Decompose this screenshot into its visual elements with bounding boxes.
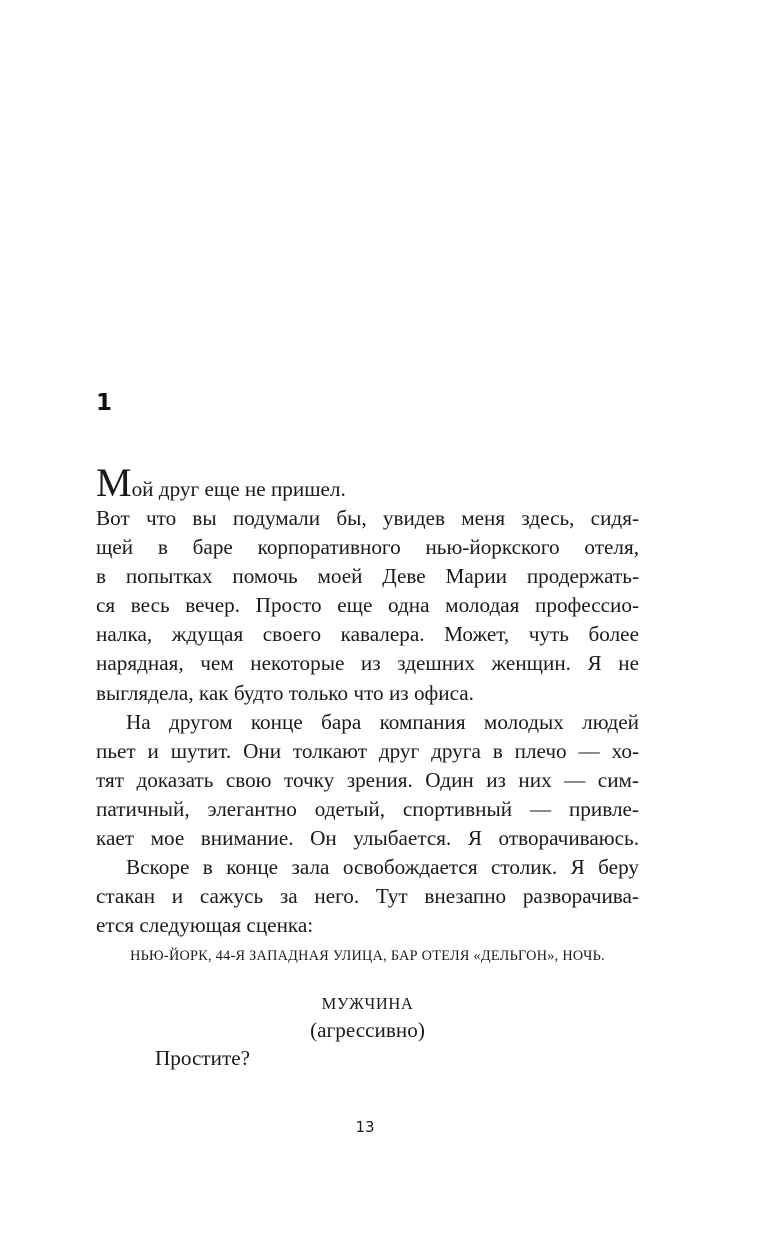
character-name: МУЖЧИНА (321, 994, 414, 1013)
text-line: патичный, элегантно одетый, спортивный — привле- (96, 796, 639, 821)
page-number: 13 (355, 1118, 375, 1136)
text-line: Вскоре в конце зала освобождается столик. Я беру (126, 855, 639, 880)
parenthetical: (агрессивно) (310, 1018, 425, 1042)
text-line: нарядная, чем некоторые из здешних женщин. Я не (96, 651, 639, 676)
text-line: стакан и сажусь за него. Тут внезапно разворачива- (96, 884, 639, 909)
text-line: выглядела, как будто только что из офиса. (96, 680, 474, 705)
chapter-number: 1 (96, 390, 113, 416)
text-line: в попытках помочь моей Деве Марии продержать- (96, 564, 639, 589)
body-text (96, 460, 639, 940)
text-line: налка, ждущая своего кавалера. Может, чуть более (96, 622, 639, 647)
paragraph-1 (96, 504, 639, 708)
text-line: кает мое внимание. Он улыбается. Я отворачиваюсь. (96, 826, 639, 851)
dialogue-line: Простите? (155, 1046, 251, 1070)
text-line: ется следующая сценка: (96, 913, 314, 938)
opening-line (96, 460, 639, 505)
text-line: тят доказать свою точку зрения. Один из них — сим- (96, 767, 639, 792)
opening-line-text: ой друг еще не пришел. (131, 477, 346, 501)
text-line: На другом конце бара компания молодых людей (126, 709, 639, 734)
paragraph-2 (96, 708, 639, 853)
drop-cap: М (96, 460, 132, 505)
text-line: ся весь вечер. Просто еще одна молодая профессио- (96, 593, 639, 618)
text-line: Вот что вы подумали бы, увидев меня здесь, сидя- (96, 506, 639, 530)
scene-heading: НЬЮ-ЙОРК, 44-Я ЗАПАДНАЯ УЛИЦА, БАР ОТЕЛЯ «ДЕЛЬГОН», НОЧЬ. (130, 948, 605, 964)
text-line: пьет и шутит. Они толкают друг друга в плечо — хо- (96, 738, 639, 763)
text-line: щей в баре корпоративного нью-йоркского отеля, (96, 535, 639, 560)
paragraph-3 (96, 853, 639, 940)
